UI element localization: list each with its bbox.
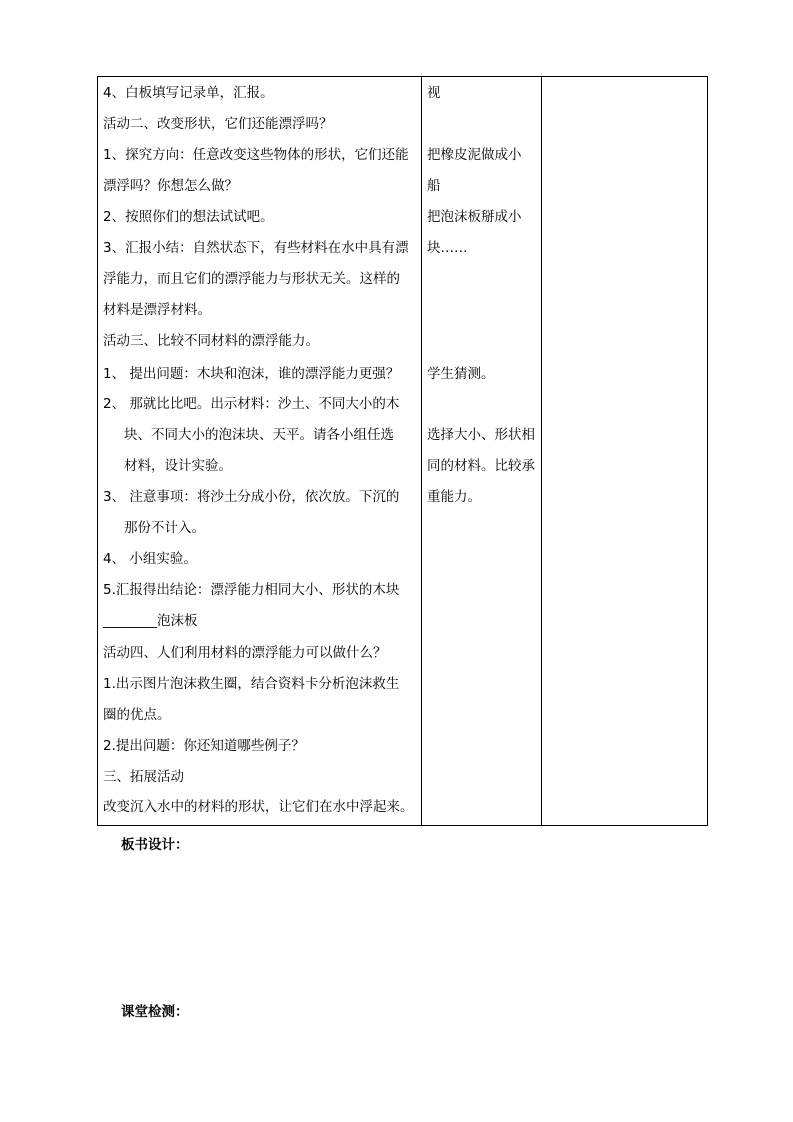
teacher-activity-line: 4、 小组实验。	[103, 551, 197, 567]
teacher-activity-line: 3、汇报小结：自然状态下，有些材料在水中具有漂	[103, 240, 409, 256]
teacher-activity-line: 1、探究方向：任意改变这些物体的形状，它们还能	[103, 147, 409, 163]
teacher-activity-line: 那份不计入。	[124, 520, 205, 536]
teacher-activity-line: 活动三、比较不同材料的漂浮能力。	[103, 333, 319, 349]
teacher-activity-line: 2、按照你们的想法试试吧。	[103, 209, 274, 225]
teacher-activity-line: 1.出示图片泡沫救生圈，结合资料卡分析泡沫救生	[103, 676, 400, 692]
student-activity-line: 船	[427, 178, 441, 194]
student-activity-line: 把橡皮泥做成小	[427, 147, 522, 163]
student-activity-line: 视	[427, 85, 441, 101]
teacher-activity-line: 3、 注意事项：将沙土分成小份，依次放。下沉的	[103, 489, 400, 505]
teacher-activity-line: 材料，设计实验。	[124, 458, 232, 474]
teacher-activity-line: 三、拓展活动	[103, 769, 184, 785]
column-divider	[421, 77, 422, 825]
column-divider	[541, 77, 542, 825]
teacher-activity-line: 块、不同大小的泡沫块、天平。请各小组任选	[124, 427, 394, 443]
teacher-activity-line: 浮能力，而且它们的漂浮能力与形状无关。这样的	[103, 271, 400, 287]
teacher-activity-line: 5.汇报得出结论：漂浮能力相同大小、形状的木块	[103, 582, 400, 598]
student-activity-line: 把泡沫板掰成小	[427, 209, 522, 225]
teacher-activity-line: 活动二、改变形状，它们还能漂浮吗？	[103, 116, 333, 132]
teacher-activity-line: 活动四、人们利用材料的漂浮能力可以做什么？	[103, 645, 387, 661]
teacher-activity-line: 1、 提出问题：木块和泡沫，谁的漂浮能力更强？	[103, 366, 400, 382]
student-activity-line: 选择大小、形状相	[427, 427, 535, 443]
teacher-activity-line: 圈的优点。	[103, 707, 171, 723]
teacher-activity-line: 改变沉入水中的材料的形状，让它们在水中浮起来。	[103, 799, 414, 815]
class-test-heading: 课堂检测：	[121, 1004, 189, 1020]
board-design-heading: 板书设计：	[121, 837, 189, 853]
teacher-activity-line: 漂浮吗？你想怎么做？	[103, 178, 238, 194]
student-activity-line: 重能力。	[427, 489, 481, 505]
teacher-activity-line: 2、 那就比比吧。出示材料：沙土、不同大小的木	[103, 396, 400, 412]
teacher-activity-line: 材料是漂浮材料。	[103, 302, 211, 318]
student-activity-line: 块……	[427, 240, 468, 256]
teacher-activity-line: 4、白板填写记录单，汇报。	[103, 85, 274, 101]
teacher-activity-line: ________泡沫板	[103, 613, 198, 629]
student-activity-line: 同的材料。比较承	[427, 458, 535, 474]
student-activity-line: 学生猜测。	[427, 366, 495, 382]
teacher-activity-line: 2.提出问题：你还知道哪些例子？	[103, 738, 305, 754]
